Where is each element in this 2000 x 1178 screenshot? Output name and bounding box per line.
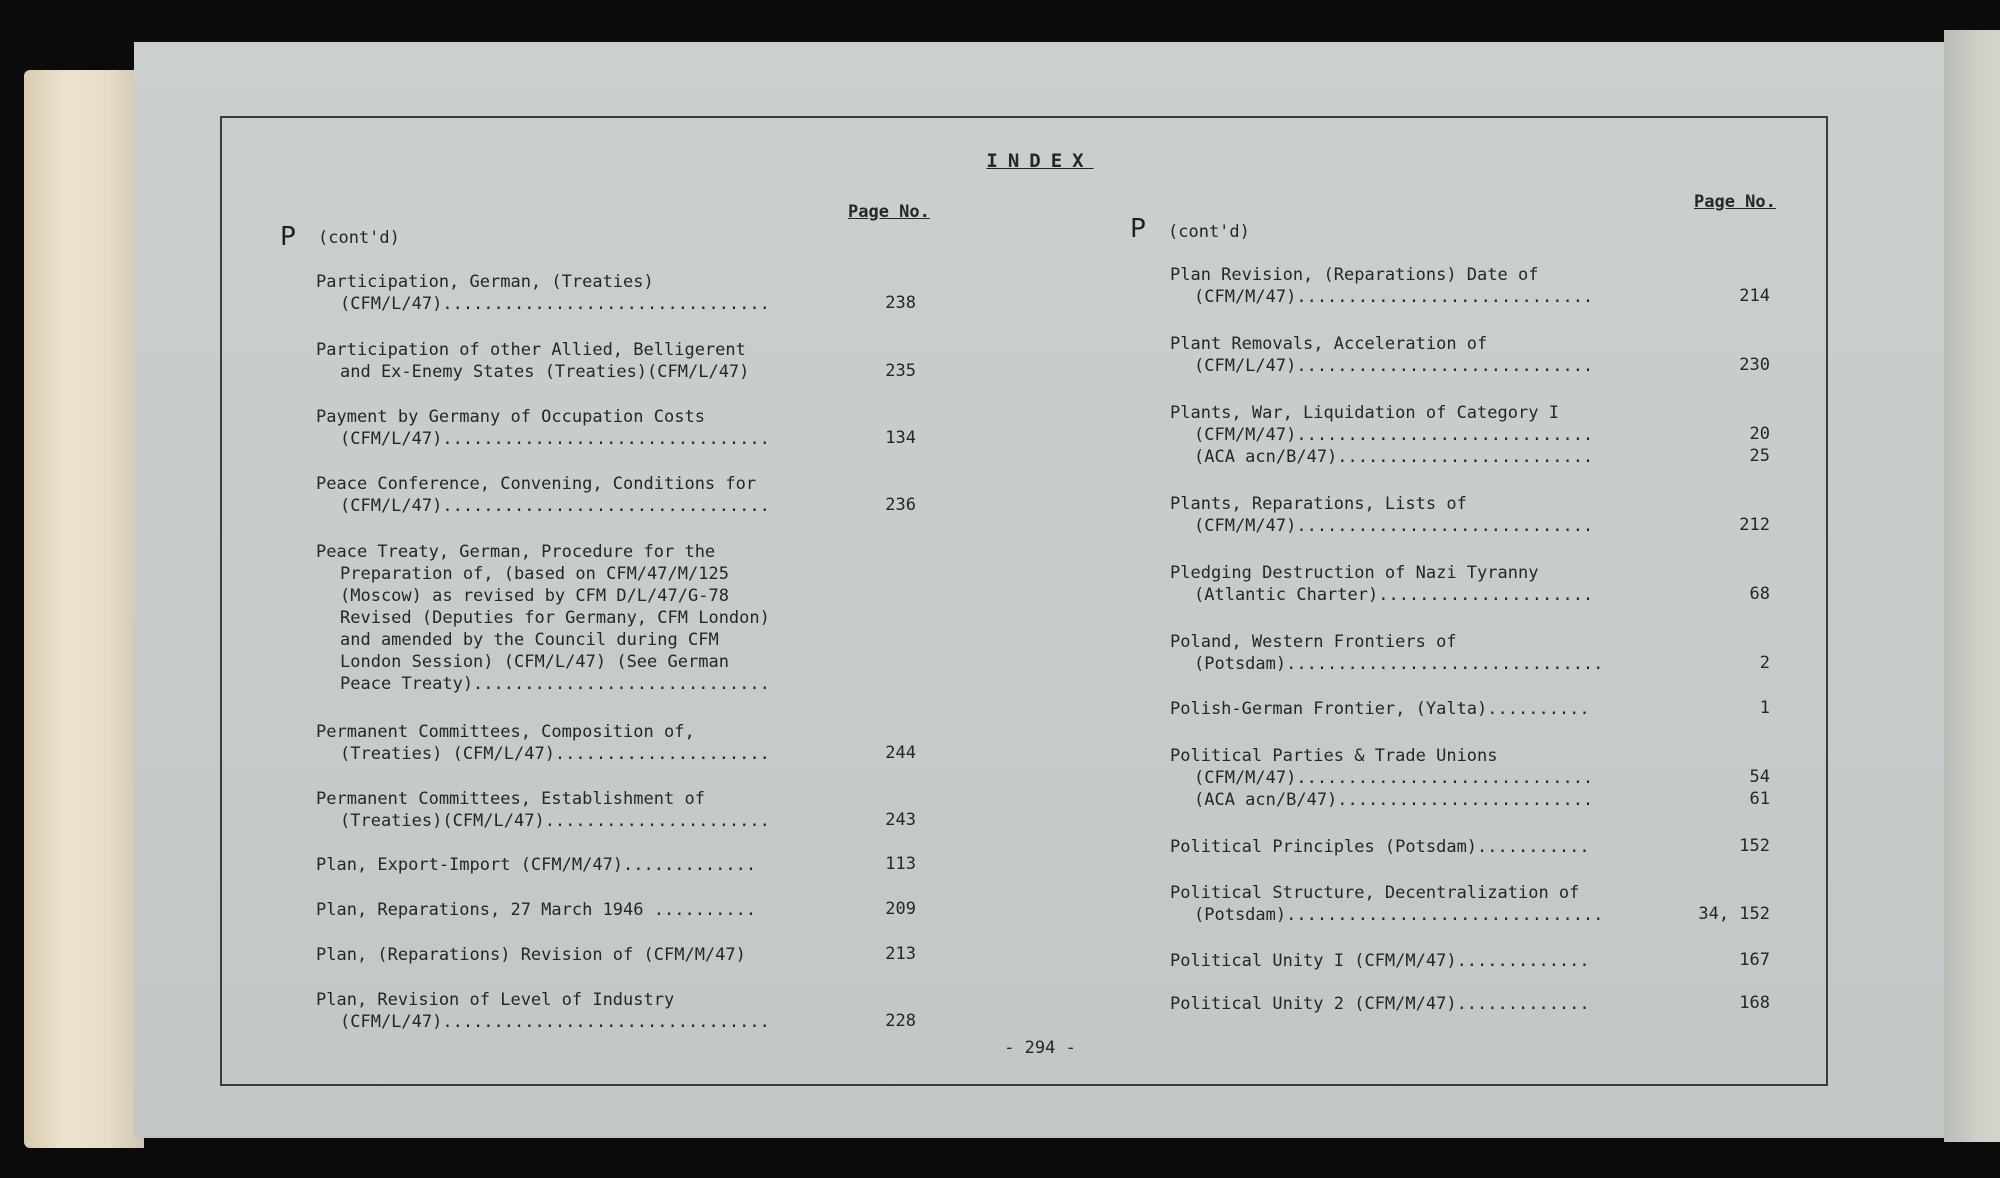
index-entry [1170, 493, 1593, 537]
page-number: 61 [1749, 789, 1770, 809]
page-number: 236 [885, 495, 916, 515]
entry-line: Plants, War, Liquidation of Category I [1170, 403, 1559, 423]
page-number: 213 [885, 944, 916, 964]
entry-line: (CFM/M/47)............................. [1194, 768, 1594, 788]
entry-line: Pledging Destruction of Nazi Tyranny [1170, 563, 1539, 583]
entry-line: Plan, (Reparations) Revision of (CFM/M/47) [316, 945, 746, 965]
entry-line: Plants, Reparations, Lists of [1170, 494, 1467, 514]
page-number: 20 [1749, 424, 1770, 444]
index-entry [316, 721, 770, 765]
page-number: 244 [885, 743, 916, 763]
entry-line: Political Principles (Potsdam)........... [1170, 837, 1590, 857]
page-number: 68 [1749, 584, 1770, 604]
entry-line: London Session) (CFM/L/47) (See German [340, 652, 729, 672]
entry-line: Plan, Reparations, 27 March 1946 .......... [316, 900, 757, 920]
page-number: 1 [1759, 698, 1770, 718]
index-entry [316, 473, 770, 517]
index-entry [1170, 745, 1593, 811]
index-entry [1170, 698, 1590, 720]
page-number: 113 [885, 854, 916, 874]
entry-line: Participation of other Allied, Belligerent [316, 340, 746, 360]
page-number: 209 [885, 899, 916, 919]
index-entry [316, 541, 770, 695]
index-entry [1170, 562, 1593, 606]
entry-line: Political Unity I (CFM/M/47)............. [1170, 951, 1590, 971]
entry-line: (CFM/M/47)............................. [1194, 425, 1594, 445]
entry-line: (CFM/L/47)................................ [340, 1012, 770, 1032]
page-number: 134 [885, 428, 916, 448]
entry-line: Peace Conference, Convening, Conditions for [316, 474, 757, 494]
entry-line: (CFM/L/47)................................ [340, 496, 770, 516]
entry-line: Plan Revision, (Reparations) Date of [1170, 265, 1539, 285]
entry-line: Participation, German, (Treaties) [316, 272, 654, 292]
next-page-edge [1944, 30, 2000, 1142]
left-page-no-header: Page No. [848, 202, 930, 222]
index-entry [316, 899, 756, 921]
entry-line: Peace Treaty, German, Procedure for the [316, 542, 716, 562]
page-number: 167 [1739, 950, 1770, 970]
entry-line: (CFM/M/47)............................. [1194, 287, 1594, 307]
entry-line: (Potsdam)............................... [1194, 654, 1604, 674]
page-number: 235 [885, 361, 916, 381]
index-entry [1170, 402, 1593, 468]
entry-line: (ACA acn/B/47)......................... [1194, 790, 1594, 810]
index-entry [316, 989, 770, 1033]
left-section-letter: P [280, 222, 296, 252]
entry-line: Plant Removals, Acceleration of [1170, 334, 1488, 354]
page-number: 228 [885, 1011, 916, 1031]
entry-line: Political Parties & Trade Unions [1170, 746, 1498, 766]
entry-line: (CFM/L/47)................................ [340, 294, 770, 314]
entry-line: Polish-German Frontier, (Yalta).......... [1170, 699, 1590, 719]
entry-line: (Treaties) (CFM/L/47)..................... [340, 744, 770, 764]
entry-line: Permanent Committees, Establishment of [316, 789, 705, 809]
page-number: 243 [885, 810, 916, 830]
page-number: 168 [1739, 993, 1770, 1013]
entry-line: and Ex-Enemy States (Treaties)(CFM/L/47) [340, 362, 750, 382]
entry-line: Poland, Western Frontiers of [1170, 632, 1457, 652]
entry-line: Permanent Committees, Composition of, [316, 722, 695, 742]
page-number: 152 [1739, 836, 1770, 856]
page-number: 54 [1749, 767, 1770, 787]
page-number: 214 [1739, 286, 1770, 306]
index-entry [316, 339, 749, 383]
page-number: 34, 152 [1698, 904, 1770, 924]
entry-line: Peace Treaty)............................. [340, 674, 770, 694]
entry-line: (Moscow) as revised by CFM D/L/47/G-78 [340, 586, 729, 606]
entry-line: (CFM/L/47)............................. [1194, 356, 1594, 376]
index-entry [1170, 631, 1603, 675]
page-number: 2 [1759, 653, 1770, 673]
index-entry [1170, 264, 1593, 308]
entry-line: (Treaties)(CFM/L/47)...................... [340, 811, 770, 831]
page-number: 230 [1739, 355, 1770, 375]
index-entry [316, 271, 770, 315]
index-title: INDEX [986, 150, 1094, 172]
entry-line: (Atlantic Charter)..................... [1194, 585, 1594, 605]
entry-line: (CFM/L/47)................................ [340, 429, 770, 449]
page-folio: - 294 - [1004, 1038, 1076, 1058]
book-spine [24, 70, 144, 1148]
page-number: 25 [1749, 446, 1770, 466]
index-entry [316, 406, 770, 450]
entry-line: Payment by Germany of Occupation Costs [316, 407, 705, 427]
entry-line: Political Structure, Decentralization of [1170, 883, 1580, 903]
index-entry [1170, 882, 1603, 926]
index-entry [316, 854, 756, 876]
index-entry [1170, 993, 1590, 1015]
index-entry [1170, 333, 1593, 377]
right-page-no-header: Page No. [1694, 192, 1776, 212]
index-entry [316, 944, 746, 966]
entry-line: Political Unity 2 (CFM/M/47)............. [1170, 994, 1590, 1014]
index-entry [1170, 950, 1590, 972]
entry-line: (CFM/M/47)............................. [1194, 516, 1594, 536]
entry-line: Revised (Deputies for Germany, CFM London) [340, 608, 770, 628]
index-entry [1170, 836, 1590, 858]
index-entry [316, 788, 770, 832]
right-section-letter: P [1130, 214, 1146, 244]
left-contd-label: (cont'd) [318, 228, 400, 248]
entry-line: Plan, Export-Import (CFM/M/47)............. [316, 855, 757, 875]
entry-line: (Potsdam)............................... [1194, 905, 1604, 925]
entry-line: and amended by the Council during CFM [340, 630, 719, 650]
entry-line: (ACA acn/B/47)......................... [1194, 447, 1594, 467]
entry-line: Preparation of, (based on CFM/47/M/125 [340, 564, 729, 584]
right-contd-label: (cont'd) [1168, 222, 1250, 242]
entry-line: Plan, Revision of Level of Industry [316, 990, 675, 1010]
page-number: 212 [1739, 515, 1770, 535]
page-number: 238 [885, 293, 916, 313]
